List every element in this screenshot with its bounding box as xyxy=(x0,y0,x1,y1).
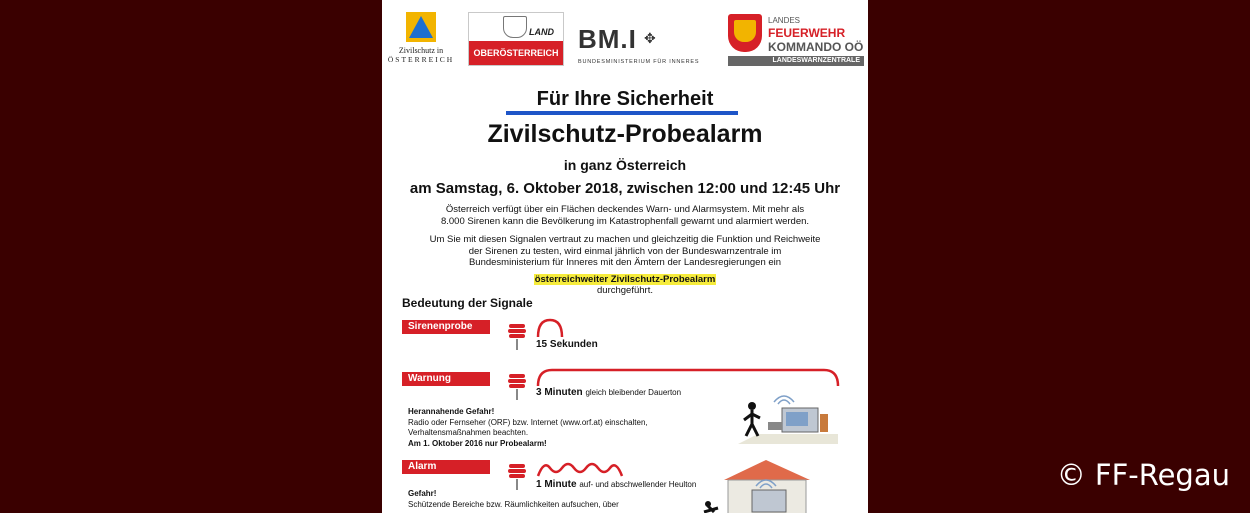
info-title-alarm: Gefahr! xyxy=(408,489,437,498)
intro-p2-line2: der Sirenen zu testen, wird einmal jährlich von der Bundeswarnzentrale im xyxy=(468,245,782,257)
info-title-warnung: Herannahende Gefahr! xyxy=(408,407,495,416)
eagle-icon: ✥ xyxy=(644,30,656,46)
info-line2-warnung: Verhaltensmaßnahmen beachten. xyxy=(408,428,529,437)
poster-page xyxy=(382,0,868,513)
highlight-text: österreichweiter Zivilschutz-Probealarm xyxy=(534,274,716,285)
intro-p2-line1: Um Sie mit diesen Signalen vertraut zu machen und gleichzeitig die Funktion und Reichweite xyxy=(429,234,821,245)
zivilschutz-logo xyxy=(386,12,456,64)
bmi-logo xyxy=(578,24,718,65)
intro-p1-line1: Österreich verfügt über ein Flächen deckendes Warn- und Alarmsystem. Mit mehr als xyxy=(445,204,805,215)
person-radio-scene-icon xyxy=(738,394,838,446)
scope-line: in ganz Österreich xyxy=(563,157,687,173)
intro-p2-line3: Bundesministerium für Inneres mit den Ämtern der Landesregierungen ein xyxy=(468,257,782,268)
subheading-underline xyxy=(506,111,738,115)
signal-duration-1: 15 Sekunden xyxy=(536,339,598,350)
intro-p1-line2: 8.000 Sirenen kann die Bevölkerung im Katastrophenfall gewarnt und alarmiert werden. xyxy=(440,215,810,227)
fw-bar: LANDESWARNZENTRALE xyxy=(728,56,864,66)
siren-icon xyxy=(506,322,528,352)
feuerwehr-logo xyxy=(728,14,864,64)
signals-title: Bedeutung der Signale xyxy=(402,296,533,310)
subheading: Für Ihre Sicherheit xyxy=(536,88,714,110)
signal-duration-2 xyxy=(536,387,681,398)
signal-wave-short xyxy=(536,318,564,338)
watermark: © FF-Regau xyxy=(1056,458,1230,492)
fw-line3: KOMMANDO OÖ xyxy=(768,40,864,54)
crest-icon xyxy=(503,16,527,38)
land-word: LAND xyxy=(529,27,554,37)
siren-icon xyxy=(506,372,528,402)
land-ooe-logo xyxy=(468,12,564,66)
signal-wave-alarm xyxy=(536,458,626,478)
zivilschutz-text: Zivilschutz in xyxy=(398,46,444,55)
signal-label-alarm: Alarm xyxy=(402,460,490,474)
page-title: Zivilschutz-Probealarm xyxy=(487,120,763,148)
triangle-icon xyxy=(406,12,436,42)
info-line1-warnung: Radio oder Fernseher (ORF) bzw. Internet (www.orf.at) einschalten, xyxy=(408,417,648,427)
info-line1-alarm: Schützende Bereiche bzw. Räumlichkeiten aufsuchen, über xyxy=(408,499,619,509)
signal-label-sirenenprobe: Sirenenprobe xyxy=(402,320,490,334)
signal-info-warnung xyxy=(408,407,648,449)
land-bar-text: OBERÖSTERREICH xyxy=(473,48,559,58)
signal-info-alarm xyxy=(408,489,619,510)
date-line: am Samstag, 6. Oktober 2018, zwischen 12:00 und 12:45 Uhr xyxy=(409,180,841,197)
signal-duration-2-note: gleich bleibender Dauerton xyxy=(585,388,682,397)
signal-duration-3-note: auf- und abschwellender Heulton xyxy=(579,480,697,489)
siren-icon xyxy=(506,462,528,492)
zivilschutz-country: ÖSTERREICH xyxy=(387,55,455,64)
logo-row xyxy=(382,10,868,70)
fw-line1: LANDES xyxy=(768,16,801,25)
bmi-subtitle: BUNDESMINISTERIUM FÜR INNERES xyxy=(578,59,700,65)
fw-line2: FEUERWEHR xyxy=(768,26,846,40)
house-scene-icon xyxy=(700,458,830,513)
intro-paragraph-3: durchgeführt. xyxy=(597,285,653,296)
intro-paragraph-1 xyxy=(402,204,848,227)
intro-paragraph-2 xyxy=(402,234,848,269)
signal-label-warnung: Warnung xyxy=(402,372,490,386)
signal-duration-2-value: 3 Minuten xyxy=(536,387,583,398)
signal-wave-long xyxy=(536,367,840,387)
info-line3-warnung: Am 1. Oktober 2016 nur Probealarm! xyxy=(408,438,547,448)
signal-duration-3-value: 1 Minute xyxy=(536,479,577,490)
shield-icon xyxy=(728,14,762,52)
bmi-title: BM.I xyxy=(578,24,637,54)
land-bar xyxy=(469,41,563,65)
